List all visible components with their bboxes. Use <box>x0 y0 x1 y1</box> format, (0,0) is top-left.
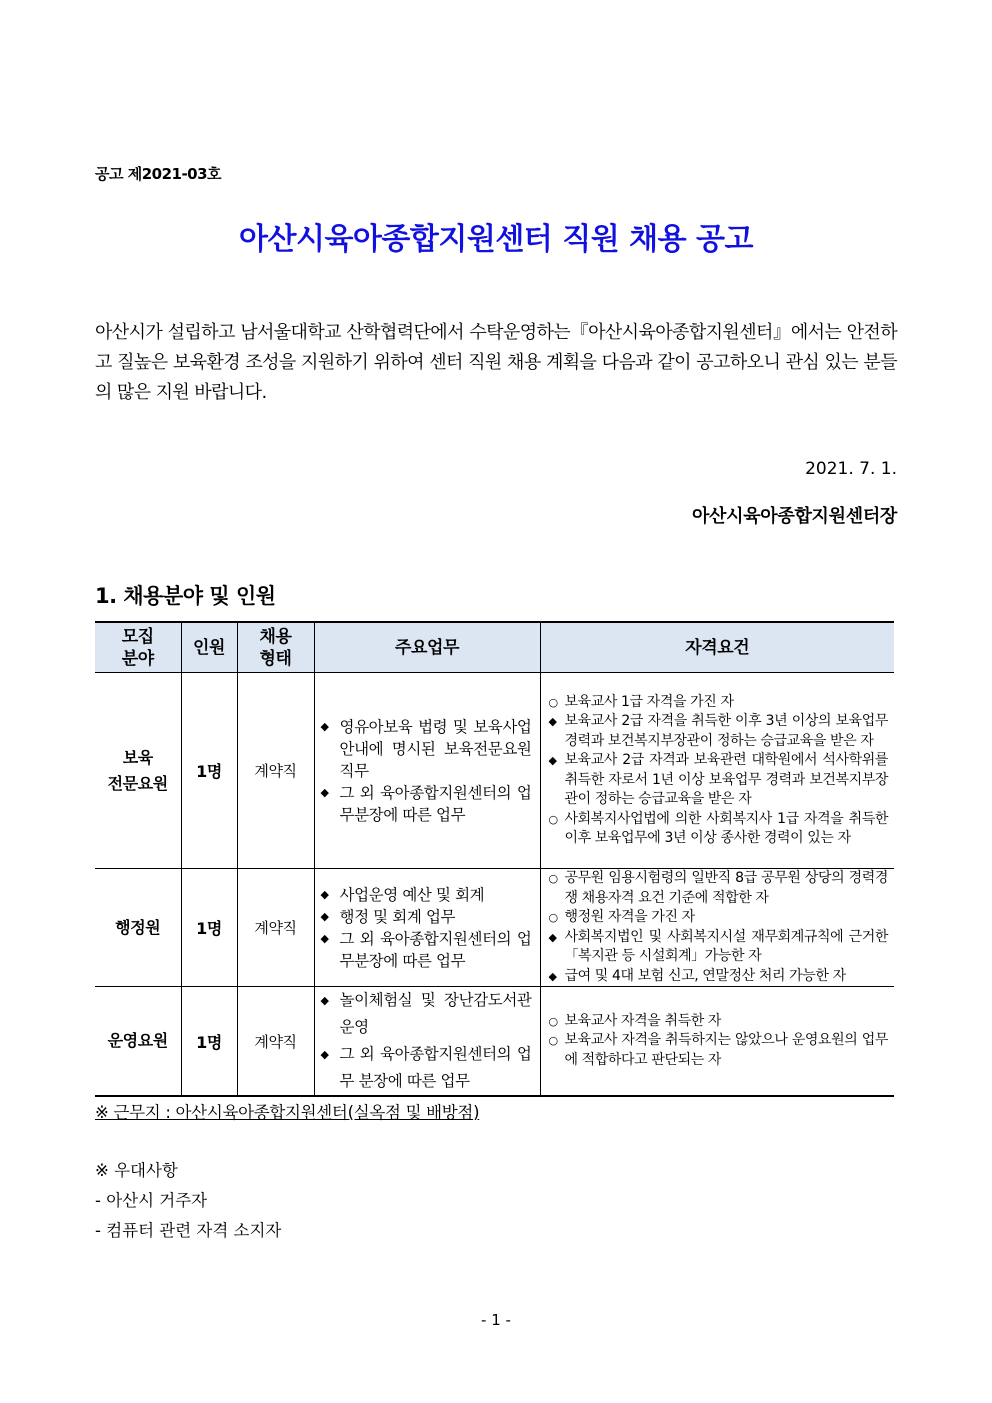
count-cell: 1명 <box>181 673 237 869</box>
list-item: ◆ 보육교사 2급 자격을 취득한 이후 3년 이상의 보육업무 경력과 보건복지부장관이 정하는 승급교육을 받은 자 <box>548 713 888 749</box>
page-number: - 1 - <box>481 1311 511 1329</box>
notice-date: 2021. 7. 1. <box>805 459 897 479</box>
duties-cell <box>314 987 540 1097</box>
notice-number: 공고 제2021-03호 <box>95 165 222 183</box>
list-item: ◆ 사업운영 예산 및 회계 <box>320 885 485 904</box>
count-cell: 1명 <box>181 987 237 1097</box>
section-title-recruitment: 1. 채용분야 및 인원 <box>95 584 276 608</box>
list-item: ◆ 급여 및 4대 보험 신고, 연말정산 처리 가능한 자 <box>548 967 846 984</box>
quals-cell <box>540 869 894 987</box>
header-quals: 자격요건 <box>540 622 894 673</box>
table-row <box>95 673 894 869</box>
recruitment-table <box>95 621 894 1097</box>
list-item: ◆ 놀이체험실 및 장난감도서관 운영 <box>320 991 532 1036</box>
duties-cell <box>314 869 540 987</box>
header-field: 모집 분야 <box>95 622 181 673</box>
quals-cell <box>540 987 894 1097</box>
page-title: 아산시육아종합지원센터 직원 채용 공고 <box>239 222 753 257</box>
field-cell: 운영요원 <box>95 987 181 1097</box>
preference-item: - 아산시 거주자 <box>95 1191 208 1210</box>
list-item: ○ 보육교사 자격을 취득한 자 <box>548 1012 722 1029</box>
quals-cell <box>540 673 894 869</box>
type-cell: 계약직 <box>237 673 314 869</box>
header-count: 인원 <box>181 622 237 673</box>
list-item: ◆ 영유아보육 법령 및 보육사업 안내에 명시된 보육전문요원 직무 <box>320 717 532 780</box>
intro-paragraph: 아산시가 설립하고 남서울대학교 산학협력단에서 수탁운영하는『아산시육아종합지원센터』에서는 안전하고 질높은 보육환경 조성을 지원하기 위하여 센터 직원 채용 계획을 다음과 같이 공고하오니 관심 있는 분들의 많은 지원 바랍니다. <box>95 322 897 403</box>
list-item: ○ 보육교사 자격을 취득하지는 않았으나 운영요원의 업무에 적합하다고 판단되는 자 <box>548 1032 888 1068</box>
list-item: ◆ 그 외 육아종합지원센터의 업무분장에 따른 업무 <box>320 929 532 970</box>
duties-cell <box>314 673 540 869</box>
field-cell: 행정원 <box>95 869 181 987</box>
type-cell: 계약직 <box>237 869 314 987</box>
preference-item: - 컴퓨터 관련 자격 소지자 <box>95 1221 282 1240</box>
table-header-row <box>95 622 894 673</box>
signer: 아산시육아종합지원센터장 <box>691 506 897 527</box>
field-cell: 보육 전문요원 <box>95 673 181 869</box>
list-item: ○ 공무원 임용시험령의 일반직 8급 공무원 상당의 경력경쟁 채용자격 요건 기준에 적합한 자 <box>548 870 888 906</box>
count-cell: 1명 <box>181 869 237 987</box>
list-item: ◆ 보육교사 2급 자격과 보육관련 대학원에서 석사학위를 취득한 자로서 1년 이상 보육업무 경력과 보건복지부장관이 정하는 승급교육을 받은 자 <box>548 752 888 807</box>
workplace-note: ※ 근무지 : 아산시육아종합지원센터(실옥점 및 배방점) <box>95 1103 480 1122</box>
header-type: 채용 형태 <box>237 622 314 673</box>
table-row <box>95 869 894 987</box>
preferences-title: ※ 우대사항 <box>95 1161 178 1180</box>
list-item: ○ 사회복지사업법에 의한 사회복지사 1급 자격을 취득한 이후 보육업무에 3년 이상 종사한 경력이 있는 자 <box>548 810 888 846</box>
list-item: ○ 보육교사 1급 자격을 가진 자 <box>548 693 734 710</box>
list-item: ◆ 그 외 육아종합지원센터의 업무분장에 따른 업무 <box>320 783 532 824</box>
header-duties: 주요업무 <box>314 622 540 673</box>
list-item: ◆ 행정 및 회계 업무 <box>320 907 456 926</box>
table-row <box>95 987 894 1097</box>
type-cell: 계약직 <box>237 987 314 1097</box>
list-item: ○ 행정원 자격을 가진 자 <box>548 909 695 925</box>
list-item: ◆ 사회복지법인 및 사회복지시설 재무회계규칙에 근거한「복지관 등 시설회계」가능한 자 <box>548 928 888 964</box>
list-item: ◆ 그 외 육아종합지원센터의 업무 분장에 따른 업무 <box>320 1045 532 1090</box>
